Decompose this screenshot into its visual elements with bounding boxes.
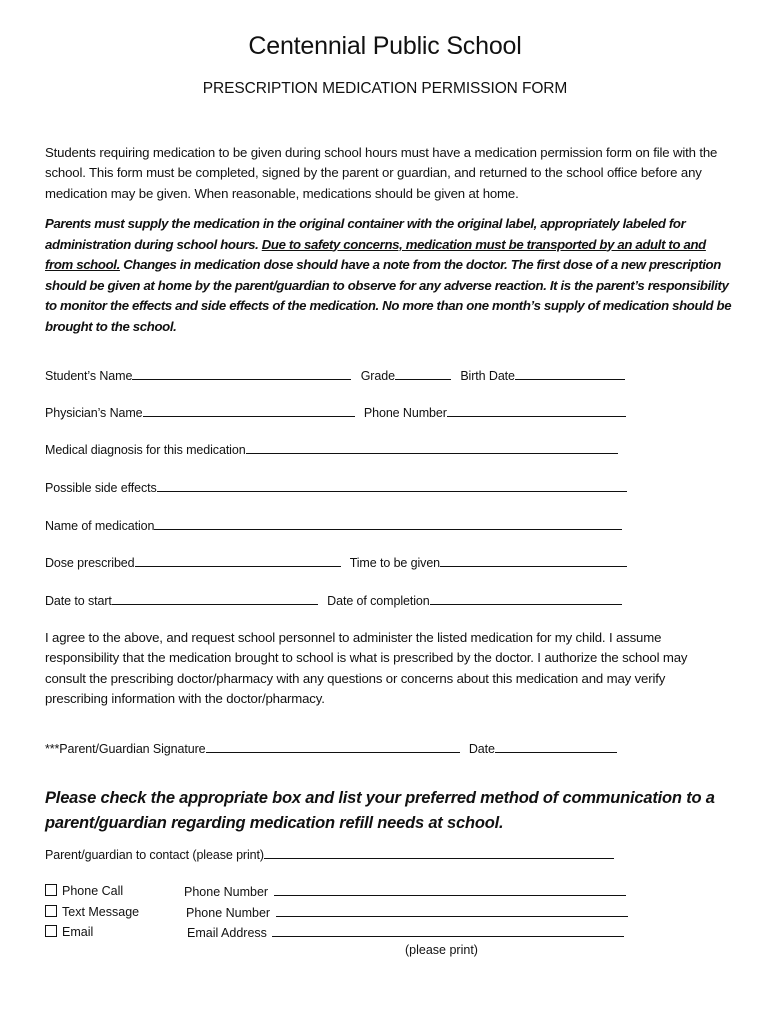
email-label: Email xyxy=(62,925,94,939)
date-completion-input[interactable] xyxy=(430,592,622,605)
dose-input[interactable] xyxy=(135,554,341,567)
time-given-label: Time to be given xyxy=(349,556,441,570)
signature-row xyxy=(45,740,623,757)
email-field-label: Email Address xyxy=(187,926,267,940)
option-text-message xyxy=(45,904,139,920)
diagnosis-input[interactable] xyxy=(246,441,618,454)
medication-name-input[interactable] xyxy=(154,517,622,530)
physician-name-label: Physician’s Name xyxy=(45,406,143,420)
school-name: Centennial Public School xyxy=(248,32,522,60)
side-effects-input[interactable] xyxy=(157,479,627,492)
form-title: PRESCRIPTION MEDICATION PERMISSION FORM xyxy=(202,80,568,97)
date-start-label: Date to start xyxy=(45,594,112,608)
diagnosis-row xyxy=(45,441,624,458)
contact-row xyxy=(45,846,620,863)
text-message-input[interactable] xyxy=(276,904,628,917)
medication-name-label: Name of medication xyxy=(45,519,155,533)
dose-row xyxy=(45,554,633,571)
please-print-note: (please print) xyxy=(405,943,478,957)
phone-number-label: Phone Number xyxy=(363,406,447,420)
dates-row xyxy=(45,592,628,609)
phone-call-label: Phone Call xyxy=(62,884,124,898)
signature-input[interactable] xyxy=(206,740,460,753)
birth-date-input[interactable] xyxy=(515,367,625,380)
side-effects-row xyxy=(45,479,633,496)
grade-input[interactable] xyxy=(395,367,451,380)
text-message-label: Text Message xyxy=(62,905,140,919)
agreement-paragraph: I agree to the above, and request school personnel to administer the listed medication for my child. I assume responsibility that the medication brought to school is what is prescribed by the doctor. I authorize the school may consult the prescribing doctor/pharmacy with any questions or concerns about this medication and may verify prescribing information with the doctor/pharmacy. xyxy=(45,630,688,706)
date-completion-label: Date of completion xyxy=(327,594,430,608)
notice-text-1: Parents must supply the medication in the original container with the original label, appropriately labeled for administration during school hours. xyxy=(45,216,686,252)
intro-paragraph: Students requiring medication to be given during school hours must have a medication permission form on file with the school. This form must be completed, signed by the parent or guardian, and returned to the school office before any medication may be given. When reasonable, medications should be given at home. xyxy=(45,145,718,201)
signature-date-input[interactable] xyxy=(495,740,617,753)
contact-label: Parent/guardian to contact (please print) xyxy=(45,848,264,862)
student-row xyxy=(45,367,631,384)
signature-label: ***Parent/Guardian Signature xyxy=(45,742,206,756)
phone-call-field-label: Phone Number xyxy=(184,885,269,899)
side-effects-label: Possible side effects xyxy=(45,481,157,495)
diagnosis-label: Medical diagnosis for this medication xyxy=(45,443,246,457)
contact-input[interactable] xyxy=(264,846,614,859)
option-email xyxy=(45,924,93,940)
birth-date-label: Birth Date xyxy=(460,369,515,383)
physician-name-input[interactable] xyxy=(143,404,355,417)
notice-paragraph xyxy=(45,214,735,337)
phone-call-checkbox[interactable] xyxy=(45,884,57,896)
phone-call-field xyxy=(184,883,632,899)
email-input[interactable] xyxy=(272,924,624,937)
student-name-label: Student’s Name xyxy=(45,369,133,383)
communication-instruction: Please check the appropriate box and list your preferred method of communication to a parent/guardian regarding medication refill needs at school. xyxy=(45,789,715,832)
text-message-checkbox[interactable] xyxy=(45,905,57,917)
phone-number-input[interactable] xyxy=(447,404,626,417)
option-phone-call xyxy=(45,883,123,899)
physician-row xyxy=(45,404,632,421)
medication-name-row xyxy=(45,517,628,534)
signature-date-label: Date xyxy=(468,742,495,756)
time-given-input[interactable] xyxy=(440,554,627,567)
notice-underlined-text: Due to safety concerns, medication must be transported by an adult to and from school. xyxy=(45,236,706,272)
notice-text-2: Changes in medication dose should have a note from the doctor. The first dose of a new prescription should be given at home by the parent/guardian to observe for any adverse reaction. It is the parent’s responsibility to monitor the effects and side effects of the medication. No more than one month’s supply of medication should be brought to the school. xyxy=(45,257,732,334)
date-start-input[interactable] xyxy=(112,592,318,605)
student-name-input[interactable] xyxy=(132,367,351,380)
grade-label: Grade xyxy=(360,369,395,383)
text-message-field xyxy=(186,904,634,920)
email-checkbox[interactable] xyxy=(45,925,57,937)
email-field xyxy=(187,924,630,940)
dose-label: Dose prescribed xyxy=(45,556,135,570)
text-message-field-label: Phone Number xyxy=(186,906,271,920)
phone-call-input[interactable] xyxy=(274,883,626,896)
